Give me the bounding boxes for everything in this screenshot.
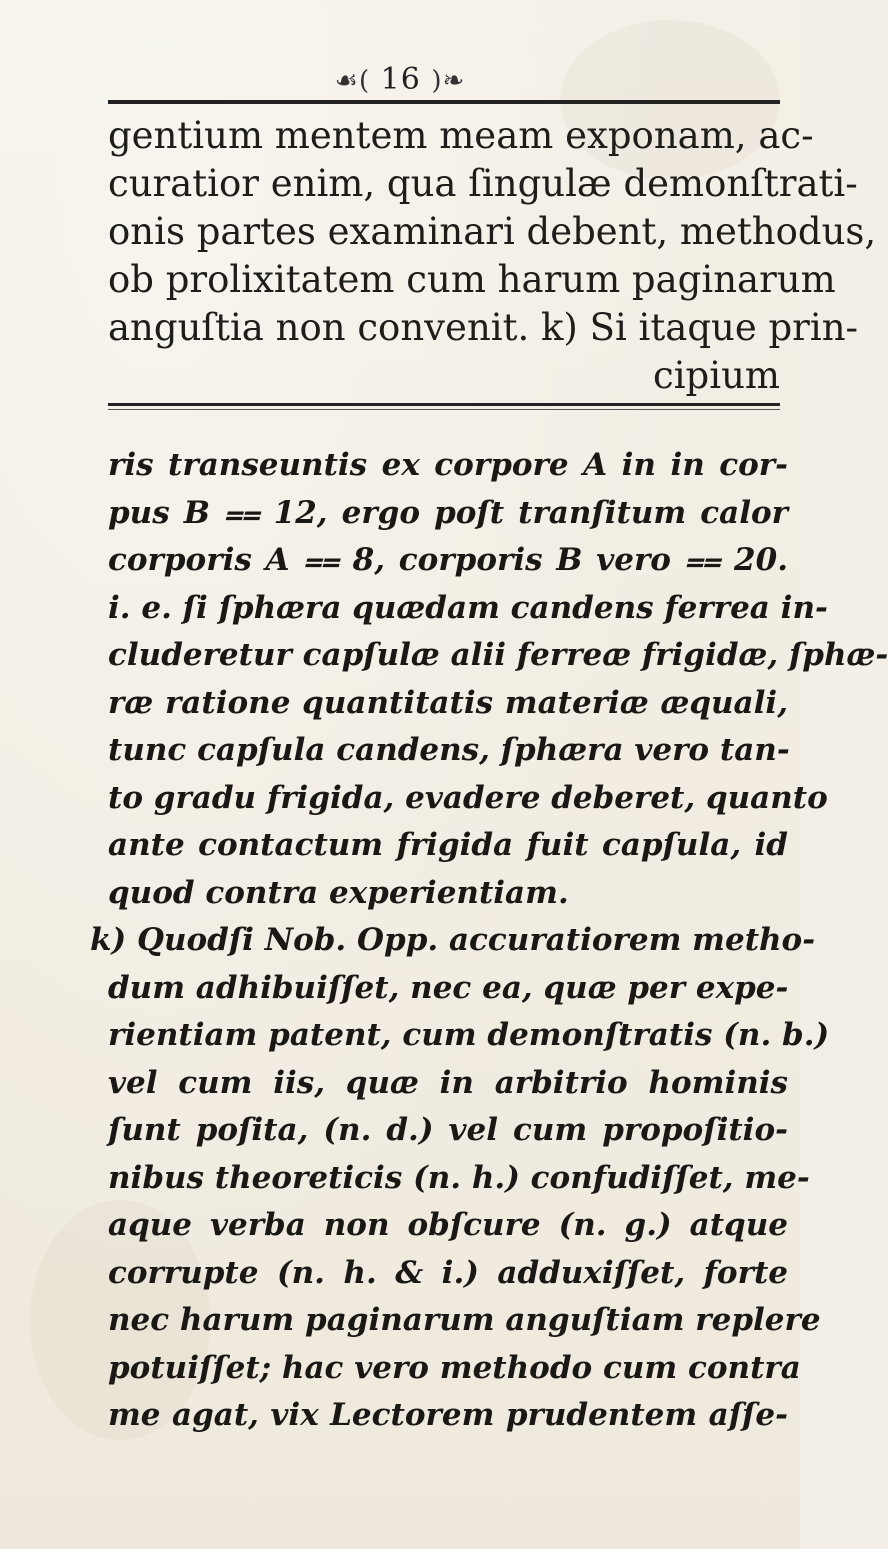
footnote-line: rientiam patent, cum demonſtratis (n. b.) <box>108 1017 830 1053</box>
footnote-line: aque verba non obſcure (n. g.) atque <box>108 1207 788 1243</box>
main-text-line: gentium mentem meam exponam, ac- <box>108 114 814 157</box>
footnote-line: i. e. ſi ſphæra quædam candens ferrea in- <box>108 589 828 626</box>
footnote-rule <box>108 403 780 406</box>
footnote-line: dum adhibuiſſet, nec ea, quæ per expe- <box>108 969 789 1006</box>
left-ornament: ☙( <box>334 66 371 96</box>
catchword: cipium <box>653 354 780 397</box>
header-rule <box>108 100 780 104</box>
main-text-line: anguſtia non convenit. k) Si itaque prin- <box>108 306 859 349</box>
footnote-line: nibus theoreticis (n. h.) confudiſſet, me- <box>108 1159 810 1196</box>
footnote-line: pus B ⩵ 12, ergo poſt tranſitum calor <box>108 494 788 531</box>
footnote-line: ris transeuntis ex corpore A in in cor- <box>108 447 788 483</box>
footnote-line: cluderetur capſulæ alii ferreæ frigidæ, ſphæ- <box>108 637 888 673</box>
right-ornament: )❧ <box>431 66 466 96</box>
footnote-line: quod contra experientiam. <box>108 874 569 911</box>
page-number: 16 <box>380 62 421 97</box>
main-text-line: curatior enim, qua ſingulæ demonſtrati- <box>108 162 858 205</box>
footnote-line: potuiſſet; hac vero methodo cum contra <box>108 1349 801 1386</box>
footnote-line: nec harum paginarum anguſtiam replere <box>108 1302 821 1338</box>
main-text-line: ob prolixitatem cum harum paginarum <box>108 258 836 301</box>
footnote-line: ante contactum frigida fuit capſula, id <box>108 827 788 863</box>
footnote-block <box>90 442 888 1440</box>
footnote-line: ræ ratione quantitatis materiæ æquali, <box>108 684 788 721</box>
page-header <box>0 62 800 97</box>
main-text-block <box>108 112 877 400</box>
footnote-line: k) Quodſi Nob. Opp. accuratiorem metho- <box>90 922 816 958</box>
footnote-line: to gradu frigida, evadere deberet, quanto <box>108 779 828 816</box>
footnote-line: ſunt poſita, (n. d.) vel cum propoſitio- <box>108 1112 788 1148</box>
footnote-line: me agat, vix Lectorem prudentem aſſe- <box>108 1397 788 1433</box>
footnote-line: tunc capſula candens, ſphæra vero tan- <box>108 732 790 768</box>
main-text-line: onis partes examinari debent, methodus, <box>108 210 877 253</box>
footnote-line: corrupte (n. h. & i.) adduxiſſet, forte <box>108 1254 788 1291</box>
footnote-line: corporis A ⩵ 8, corporis B vero ⩵ 20. <box>108 542 788 578</box>
footnote-line: vel cum iis, quæ in arbitrio hominis <box>108 1064 788 1101</box>
